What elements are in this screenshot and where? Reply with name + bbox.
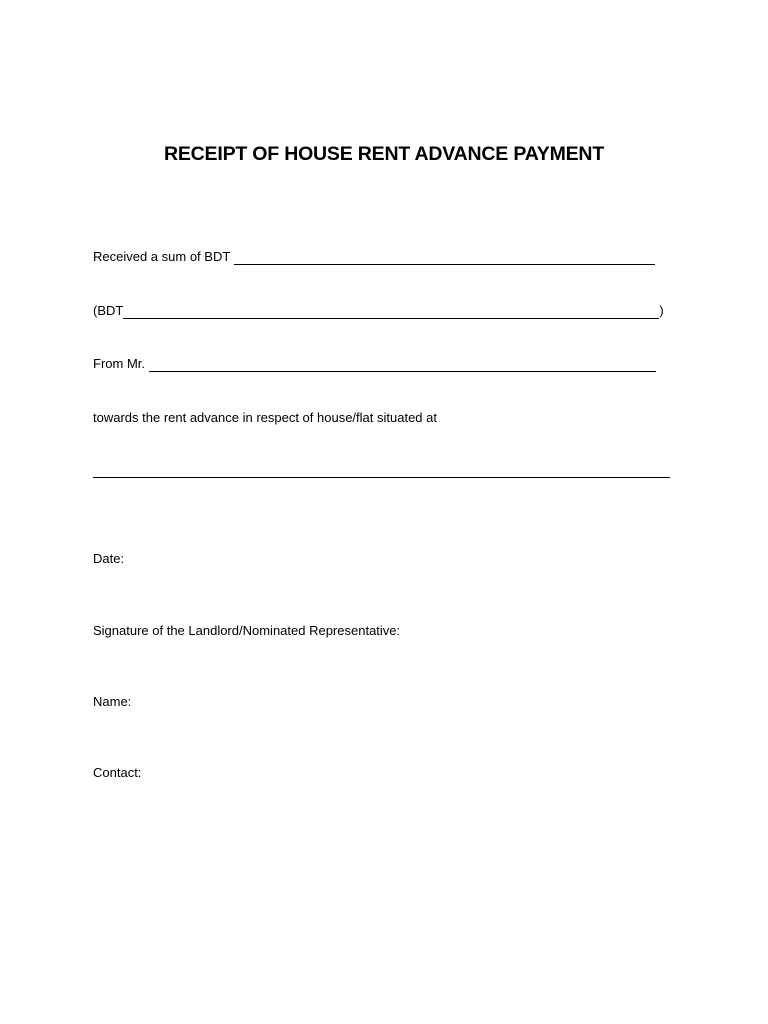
signature-label: Signature of the Landlord/Nominated Representative: bbox=[93, 623, 401, 638]
signature-line bbox=[93, 623, 400, 639]
towards-text: towards the rent advance in respect of house/flat situated at bbox=[93, 410, 437, 425]
date-line bbox=[93, 551, 124, 567]
from-label: From Mr. bbox=[93, 356, 145, 371]
document-title: RECEIPT OF HOUSE RENT ADVANCE PAYMENT bbox=[163, 143, 605, 165]
payer-name-field[interactable] bbox=[149, 359, 656, 372]
amount-in-words-field[interactable] bbox=[123, 306, 659, 319]
name-line bbox=[93, 694, 131, 710]
amount-in-words-line bbox=[93, 303, 664, 319]
towards-line bbox=[93, 410, 437, 426]
date-label: Date: bbox=[93, 551, 125, 566]
name-label: Name: bbox=[93, 694, 132, 709]
contact-label: Contact: bbox=[93, 765, 142, 780]
bdt-close-label: ) bbox=[659, 303, 664, 318]
address-field[interactable] bbox=[93, 477, 670, 478]
bdt-open-label: (BDT bbox=[93, 303, 124, 318]
received-sum-line bbox=[93, 249, 655, 265]
contact-line bbox=[93, 765, 141, 781]
from-line bbox=[93, 356, 656, 372]
received-sum-label: Received a sum of BDT bbox=[93, 249, 231, 264]
amount-field[interactable] bbox=[234, 252, 655, 265]
